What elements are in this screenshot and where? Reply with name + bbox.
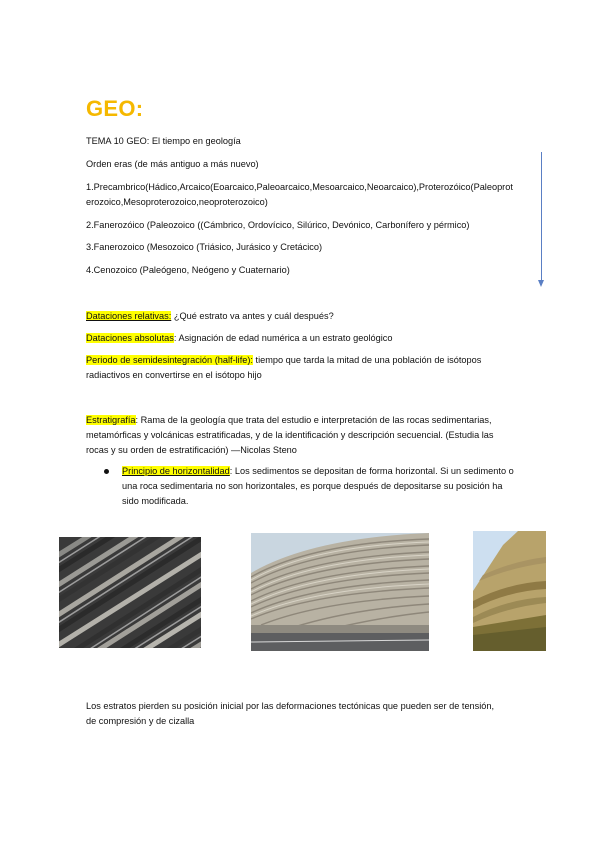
text-semidesintegracion: tiempo que tarda la mitad de una población de isótopos radiactivos en convertirse en el isótopo hijo [86,355,482,380]
term-principio: Principio de horizontalidad [122,466,230,476]
term-semidesintegracion: Periodo de semidesintegración (half-life): [86,355,253,365]
era-4-line: 4.Cenozoico (Paleógeno, Neógeno y Cuaternario) [86,265,290,275]
text-relativas: ¿Qué estrato va antes y cuál después? [171,311,334,321]
era-3-line: 3.Fanerozoico (Mesozoico (Triásico, Jurásico y Cretácico) [86,242,323,252]
term-estratigrafia: Estratigrafía [86,415,136,425]
dataciones-absolutas [86,331,392,346]
page-title: GEO: [86,96,144,121]
era-2-line: 2.Fanerozóico (Paleozoico ((Cámbrico, Ordovícico, Silúrico, Devónico, Carbonífero y pérmico) [86,220,470,230]
text-absolutas: : Asignación de edad numérica a un estrato geológico [173,333,393,343]
estratigrafia-paragraph [86,413,500,458]
term-relativas: Dataciones relativas: [86,311,172,321]
era-1-line: 1.Precambrico(Hádico,Arcaico(Eoarcaico,Paleoarcaico,Mesoarcaico,Neoarcaico),Proterozóico(Paleoproterozoico,Mesoproterozoico,neoproterozoico) [86,182,513,207]
term-absolutas: Dataciones absolutas [86,333,174,343]
roadside-cliff-photo [251,533,429,651]
eras-order-line: Orden eras (de más antiguo a más nuevo) [86,159,259,169]
closing-paragraph: Los estratos pierden su posición inicial por las deformaciones tectónicas que pueden ser de tensión, de compresión y de cizalla [86,701,495,726]
down-arrow-icon [538,280,544,287]
strata-closeup-photo [59,537,201,648]
down-arrow-shaft [541,152,542,282]
text-principio: : Los sedimentos se depositan de forma horizontal. Si un sedimento o una roca sedimentaria no son horizontales, es porque después de depositarse su posición ha sido modificada. [122,466,514,506]
periodo-semidesintegracion [86,353,502,383]
dataciones-relativas [86,309,334,324]
principio-horizontalidad [122,464,518,509]
text-estratigrafia: : Rama de la geología que trata del estudio e interpretación de las rocas sedimentarias, metamórficas y volcánicas estratificadas, y de la identificación y descripción secuencial. (Estudia las rocas y su orden de estratificación) —Nicolas Steno [86,415,494,455]
strata-hill-photo [473,531,546,651]
topic-line: TEMA 10 GEO: El tiempo en geología [86,136,241,146]
bullet-icon [104,469,109,474]
